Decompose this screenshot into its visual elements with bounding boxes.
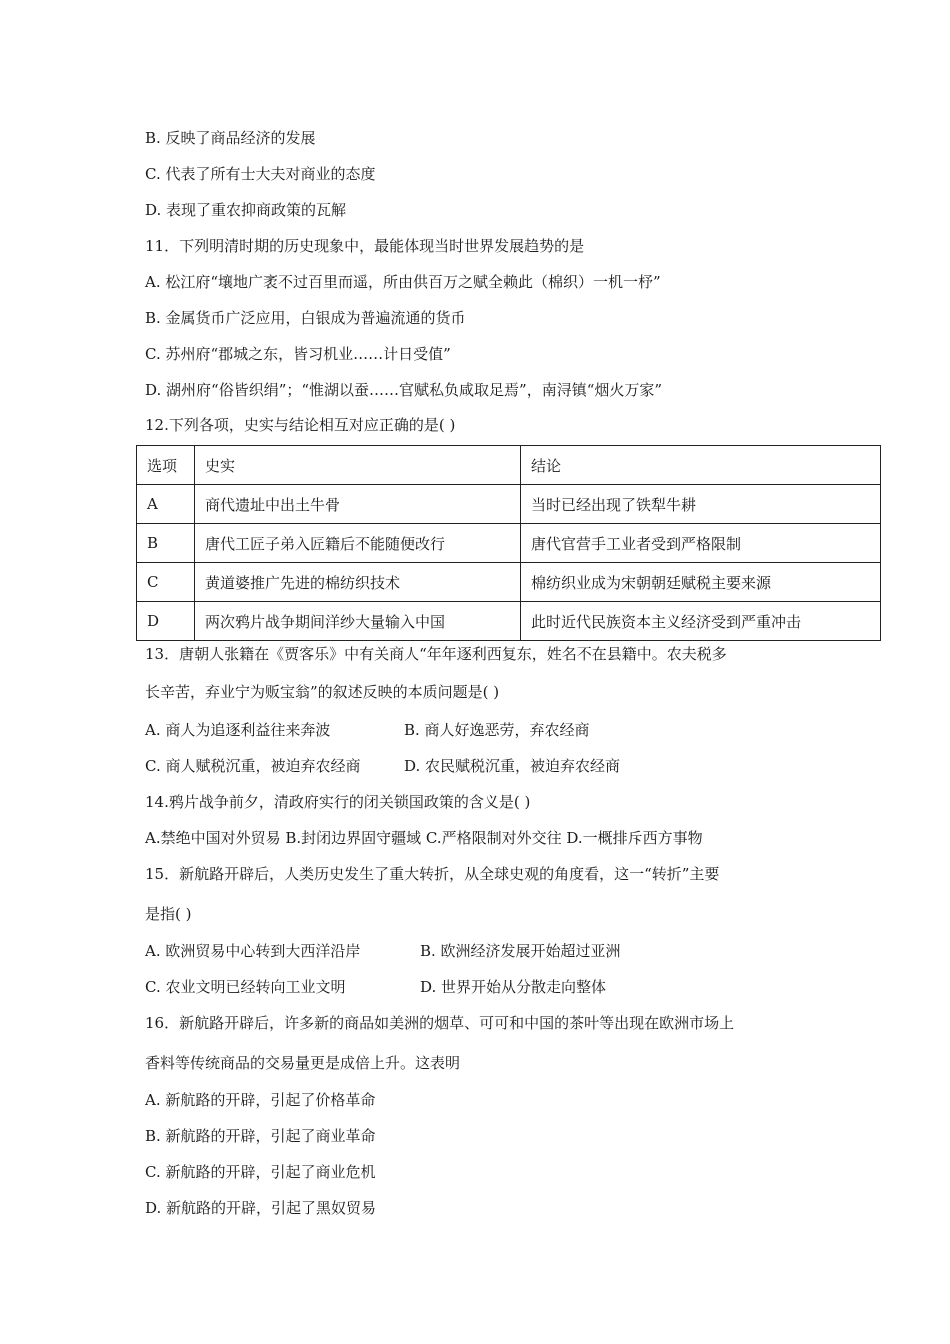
q10-option-c: C. 代表了所有士大夫对商业的态度 xyxy=(145,165,376,183)
q14-options: A.禁绝中国对外贸易 B.封闭边界固守疆域 C.严格限制对外交往 D.一概排斥西方事物 xyxy=(145,829,703,847)
table-row xyxy=(137,563,881,602)
q15-option-d: D. 世界开始从分散走向整体 xyxy=(420,978,607,996)
header-option: 选项 xyxy=(137,446,195,485)
table-cell-option: D xyxy=(137,602,195,641)
q11-option-c: C. 苏州府“郡城之东，皆习机业……计日受值” xyxy=(145,345,451,363)
q15-option-c: C. 农业文明已经转向工业文明 xyxy=(145,978,346,996)
q16-option-b: B. 新航路的开辟，引起了商业革命 xyxy=(145,1127,376,1145)
q13-option-a: A. 商人为追逐利益往来奔波 xyxy=(145,721,331,739)
table-cell-fact: 唐代工匠子弟入匠籍后不能随便改行 xyxy=(195,524,521,563)
table-header-row xyxy=(137,446,881,485)
q16-option-a: A. 新航路的开辟，引起了价格革命 xyxy=(145,1091,376,1109)
table-cell-conclusion: 当时已经出现了铁犁牛耕 xyxy=(521,485,881,524)
q10-option-d: D. 表现了重农抑商政策的瓦解 xyxy=(145,201,347,219)
header-fact: 史实 xyxy=(195,446,521,485)
table-cell-conclusion: 棉纺织业成为宋朝朝廷赋税主要来源 xyxy=(521,563,881,602)
q14-stem: 14.鸦片战争前夕，清政府实行的闭关锁国政策的含义是( ) xyxy=(145,793,531,811)
q16-option-c: C. 新航路的开辟，引起了商业危机 xyxy=(145,1163,376,1181)
q10-option-b: B. 反映了商品经济的发展 xyxy=(145,129,316,147)
q11-option-a: A. 松江府“壤地广袤不过百里而遥，所由供百万之赋全赖此（棉织）一机一杼” xyxy=(145,273,661,291)
q15-stem-line1: 15．新航路开辟后，人类历史发生了重大转折，从全球史观的角度看，这一“转折”主要 xyxy=(145,865,720,883)
table-cell-fact: 商代遗址中出土牛骨 xyxy=(195,485,521,524)
q16-stem-line2: 香料等传统商品的交易量更是成倍上升。这表明 xyxy=(145,1054,461,1072)
table-row xyxy=(137,602,881,641)
q11-option-d: D. 湖州府“俗皆织绢”；“惟湖以蚕……官赋私负咸取足焉”，南浔镇“烟火万家” xyxy=(145,381,663,399)
q13-stem-line2: 长辛苦，弃业宁为贩宝翁”的叙述反映的本质问题是( ) xyxy=(145,683,500,701)
q11-stem: 11．下列明清时期的历史现象中，最能体现当时世界发展趋势的是 xyxy=(145,237,585,255)
q11-option-b: B. 金属货币广泛应用，白银成为普遍流通的货币 xyxy=(145,309,466,327)
table-cell-fact: 两次鸦片战争期间洋纱大量输入中国 xyxy=(195,602,521,641)
q13-option-d: D. 农民赋税沉重，被迫弃农经商 xyxy=(404,757,621,775)
header-conclusion: 结论 xyxy=(521,446,881,485)
table-cell-option: C xyxy=(137,563,195,602)
table-cell-conclusion: 唐代官营手工业者受到严格限制 xyxy=(521,524,881,563)
table-cell-conclusion: 此时近代民族资本主义经济受到严重冲击 xyxy=(521,602,881,641)
q16-stem-line1: 16．新航路开辟后，许多新的商品如美洲的烟草、可可和中国的茶叶等出现在欧洲市场上 xyxy=(145,1014,735,1032)
q12-table xyxy=(136,445,881,641)
q15-option-b: B. 欧洲经济发展开始超过亚洲 xyxy=(420,942,621,960)
table-row xyxy=(137,485,881,524)
table-cell-option: A xyxy=(137,485,195,524)
table-cell-option: B xyxy=(137,524,195,563)
q13-option-c: C. 商人赋税沉重，被迫弃农经商 xyxy=(145,757,361,775)
table-cell-fact: 黄道婆推广先进的棉纺织技术 xyxy=(195,563,521,602)
q13-option-b: B. 商人好逸恶劳，弃农经商 xyxy=(404,721,590,739)
q12-stem: 12.下列各项，史实与结论相互对应正确的是( ) xyxy=(145,416,456,434)
q15-stem-line2: 是指( ) xyxy=(145,905,192,923)
q15-option-a: A. 欧洲贸易中心转到大西洋沿岸 xyxy=(145,942,361,960)
table-row xyxy=(137,524,881,563)
q16-option-d: D. 新航路的开辟，引起了黑奴贸易 xyxy=(145,1199,377,1217)
q13-stem-line1: 13．唐朝人张籍在《贾客乐》中有关商人“年年逐利西复东，姓名不在县籍中。农夫税多 xyxy=(145,645,727,663)
